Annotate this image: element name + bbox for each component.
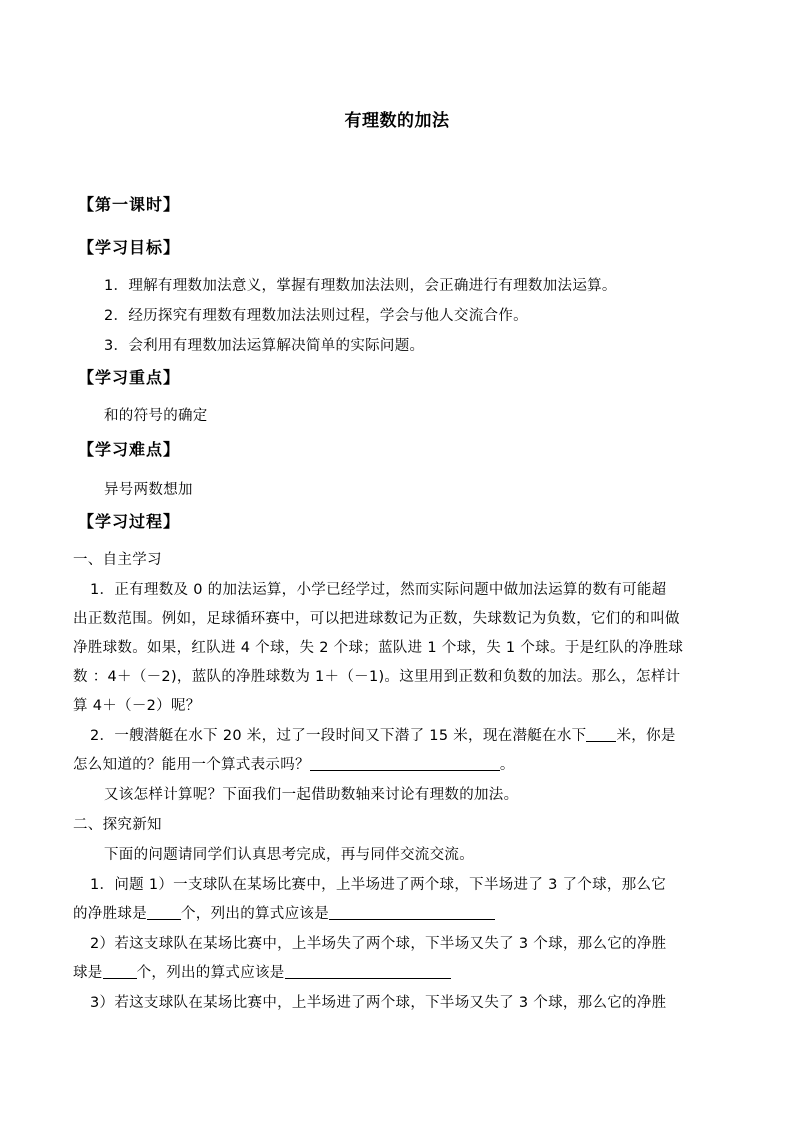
question-line — [73, 961, 451, 982]
section-title-self-study: 一、自主学习 — [73, 552, 162, 568]
answer-blank-goals[interactable] — [147, 905, 181, 920]
question-text: 怎么知道的？能用一个算式表示吗？ — [73, 757, 310, 773]
question-line: 3）若这支球队在某场比赛中，上半场进了两个球，下半场又失了 3 个球，那么它的净胜 — [90, 995, 667, 1011]
question-text: 的净胜球是 — [73, 906, 147, 922]
question-text: 球是 — [73, 965, 103, 981]
question-text: 。 — [499, 757, 515, 773]
answer-blank-expression[interactable] — [285, 964, 451, 979]
paragraph-line: 数 ：4＋（－2)，蓝队的净胜球数为 1＋（－1)。这里用到正数和负数的加法。那么，怎样计 — [73, 669, 681, 685]
question-text: 个，列出的算式应该是 — [136, 965, 285, 981]
question-line: 2）若这支球队在某场比赛中，上半场失了两个球，下半场又失了 3 个球，那么它的净胜 — [90, 936, 667, 952]
paragraph-line: 又该怎样计算呢？下面我们一起借助数轴来讨论有理数的加法。 — [104, 787, 519, 803]
answer-blank-depth[interactable] — [586, 727, 616, 742]
paragraph-line: 1．正有理数及 0 的加法运算，小学已经学过，然而实际问题中做加法运算的数有可能超 — [90, 582, 667, 598]
objective-item: 3．会利用有理数加法运算解决简单的实际问题。 — [104, 338, 425, 354]
answer-blank-expression[interactable] — [329, 905, 495, 920]
heading-process: 【学习过程】 — [78, 512, 181, 531]
paragraph-line: 下面的问题请同学们认真思考完成，再与同伴交流交流。 — [104, 847, 474, 863]
question-text: 个，列出的算式应该是 — [181, 906, 329, 922]
question-text: 2．一艘潜艇在水下 20 米，过了一段时间又下潜了 15 米，现在潜艇在水下 — [90, 728, 587, 744]
question-submarine — [90, 724, 676, 745]
question-line: 1．问题 1）一支球队在某场比赛中，上半场进了两个球，下半场进了 3 了个球，那么它 — [90, 877, 667, 893]
page-title: 有理数的加法 — [344, 111, 450, 131]
heading-difficulties: 【学习难点】 — [78, 440, 181, 459]
objective-item: 2．经历探究有理数有理数加法法则过程，学会与他人交流合作。 — [104, 308, 528, 324]
objective-item: 1．理解有理数加法意义，掌握有理数加法法则，会正确进行有理数加法运算。 — [104, 278, 617, 294]
paragraph-line: 算 4＋（－2）呢？ — [73, 698, 201, 714]
paragraph-line: 出正数范围。例如，足球循环赛中，可以把进球数记为正数，失球数记为负数，它们的和叫做 — [73, 611, 680, 627]
difficulty-text: 异号两数想加 — [104, 482, 193, 498]
question-submarine-cont — [73, 753, 515, 774]
section-title-explore: 二、探究新知 — [73, 817, 162, 833]
heading-period: 【第一课时】 — [78, 195, 181, 214]
heading-key-points: 【学习重点】 — [78, 368, 181, 387]
question-text: 米，你是 — [616, 728, 676, 744]
heading-objectives: 【学习目标】 — [78, 238, 181, 257]
answer-blank-goals[interactable] — [103, 964, 137, 979]
paragraph-line: 净胜球数。如果，红队进 4 个球，失 2 个球；蓝队进 1 个球，失 1 个球。于是红队的净胜球 — [73, 640, 684, 656]
answer-blank-expression[interactable] — [310, 756, 500, 771]
question-line — [73, 902, 495, 923]
key-point-text: 和的符号的确定 — [104, 408, 208, 424]
